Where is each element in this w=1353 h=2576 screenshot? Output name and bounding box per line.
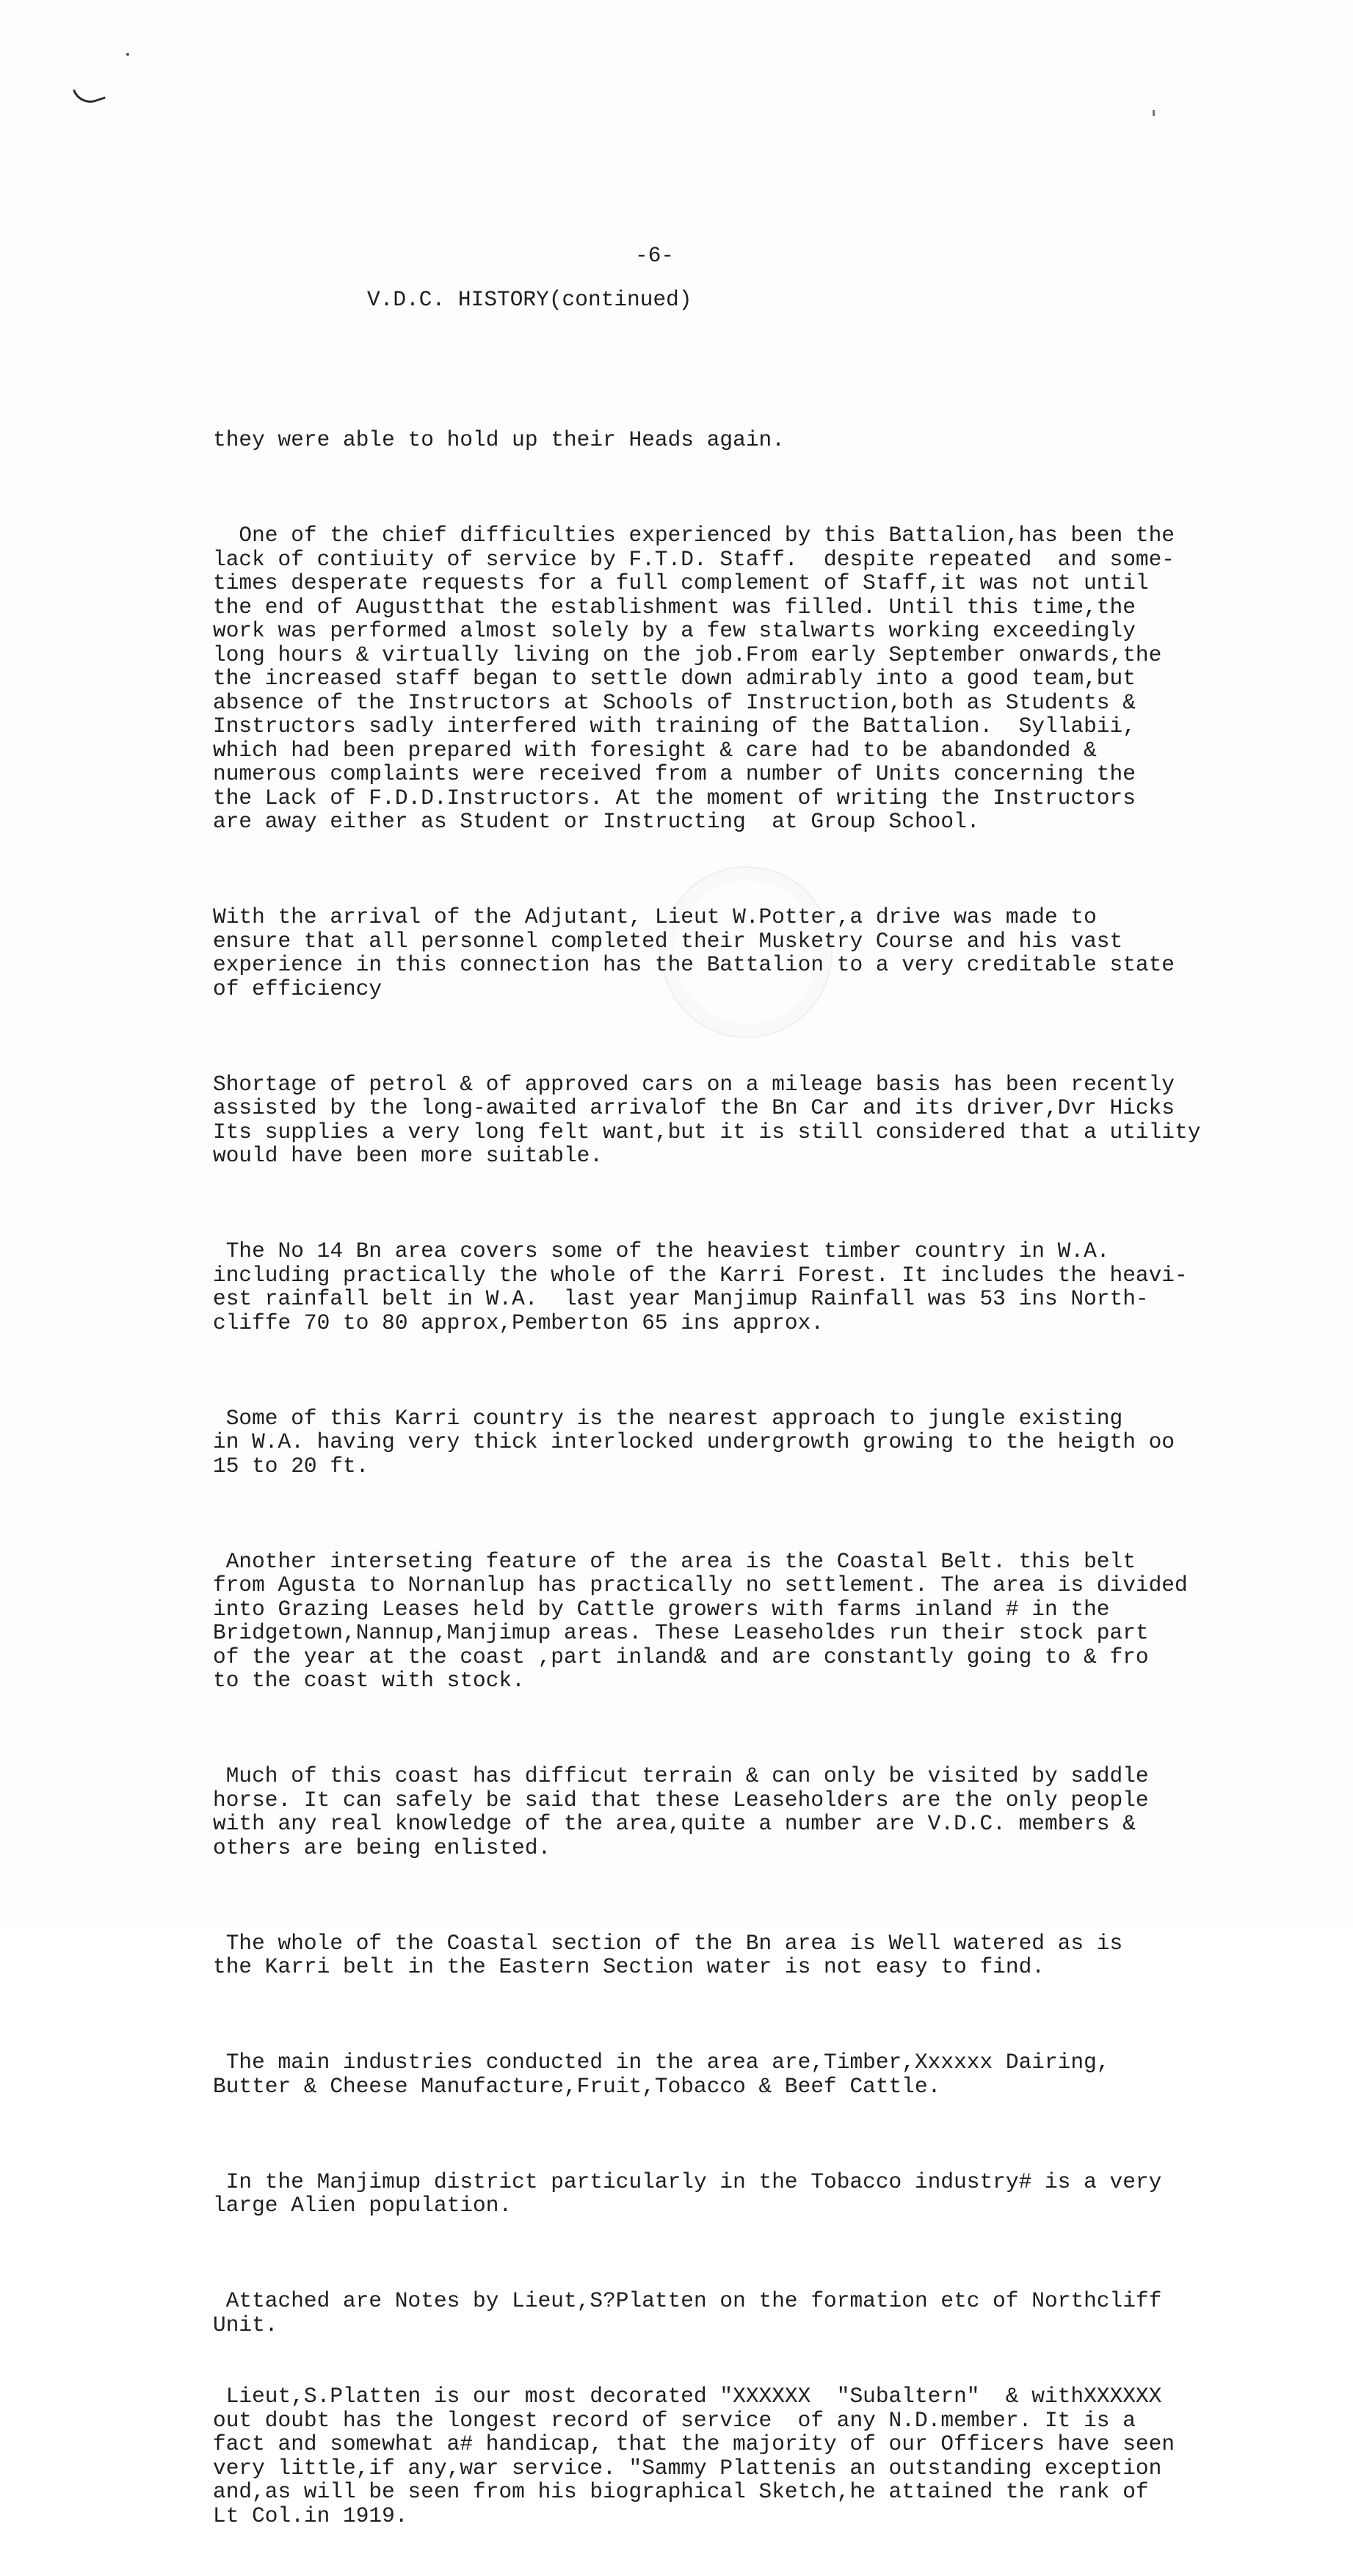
paragraph: Shortage of petrol & of approved cars on a mileage basis has been recently assisted by the long-awaited arrivalof the Bn Car and its driver,Dvr Hicks Its supplies a very long felt want,but it is still considered that a utility would have been more suitable. <box>213 1071 1201 1168</box>
paragraph: The main industries conducted in the area are,Timber,Xxxxxx Dairing, Butter & Cheese Manufacture,Fruit,Tobacco & Beef Cattle. <box>213 2050 1110 2099</box>
ink-speck <box>126 53 129 56</box>
paragraph: they were able to hold up their Heads again. <box>213 427 785 452</box>
ink-speck <box>1153 110 1155 116</box>
paragraph: Some of this Karri country is the nearest approach to jungle existing in W.A. having very thick interlocked undergrowth growing to the heigth oo 15 to 20 ft. <box>213 1405 1175 1479</box>
pen-mark <box>73 81 106 108</box>
page-number: -6- <box>635 243 675 268</box>
page-heading: V.D.C. HISTORY(continued) <box>367 287 692 312</box>
paragraph: Lieut,S.Platten is our most decorated "XXXXXX "Subaltern" & withXXXXXX out doubt has the longest record of service of any N.D.member. It is a fact and somewhat a# handicap, that the majority of our Officers have seen very little,if any,war service. "Sammy Plattenis an outstanding exception and,as will be seen from his biographical Sketch,he attained the rank of Lt Col.in 1919. <box>213 2384 1175 2528</box>
paragraph: The No 14 Bn area covers some of the heaviest timber country in W.A. including practically the whole of the Karri Forest. It includes the heavi- est rainfall belt in W.A. last year Manjimup Rainfall was 53 ins North- cliffe 70 to 80 approx,Pemberton 65 ins approx. <box>213 1238 1188 1335</box>
paragraph: With the arrival of the Adjutant, Lieut W.Potter,a drive was made to ensure that all personnel completed their Musketry Course and his vast experience in this connection has the Battalion to a very creditable state of efficiency <box>213 904 1175 1001</box>
paragraph: Attached are Notes by Lieut,S?Platten on the formation etc of Northcliff Unit. <box>213 2288 1162 2337</box>
body-text <box>213 380 1200 2575</box>
paragraph: Another interseting feature of the area is the Coastal Belt. this belt from Agusta to Nornanlup has practically no settlement. The area is divided into Grazing Leases held by Cattle growers with farms inland # in the Bridgetown,Nannup,Manjimup areas. These Leaseholdes run their stock part of the year at the coast ,part inland& and are constantly going to & fro to the coast with stock. <box>213 1548 1188 1693</box>
paragraph: In the Manjimup district particularly in the Tobacco industry# is a very large Alien population. <box>213 2169 1162 2218</box>
paragraph: One of the chief difficulties experienced by this Battalion,has been the lack of contiuity of service by F.T.D. Staff. despite repeated and some- times desperate requests for a full complement of Staff,it was not until the end of Augustthat the establishment was filled. Until this time,the work was performed almost solely by a few stalwarts working exceedingly long hours & virtually living on the job.From early September onwards,the the increased staff began to settle down admirably into a good team,but absence of the Instructors at Schools of Instruction,both as Students & Instructors sadly interfered with training of the Battalion. Syllabii, which had been prepared with foresight & care had to be abandonded & numerous complaints were received from a number of Units concerning the the Lack of F.D.D.Instructors. At the moment of writing the Instructors are away either as Student or Instructing at Group School. <box>213 523 1175 834</box>
paragraph: The whole of the Coastal section of the Bn area is Well watered as is the Karri belt in the Eastern Section water is not easy to find. <box>213 1930 1123 1979</box>
paragraph: Much of this coast has difficut terrain & can only be visited by saddle horse. It can safely be said that these Leaseholders are the only people with any real knowledge of the area,quite a number are V.D.C. members & others are being enlisted. <box>213 1763 1149 1860</box>
